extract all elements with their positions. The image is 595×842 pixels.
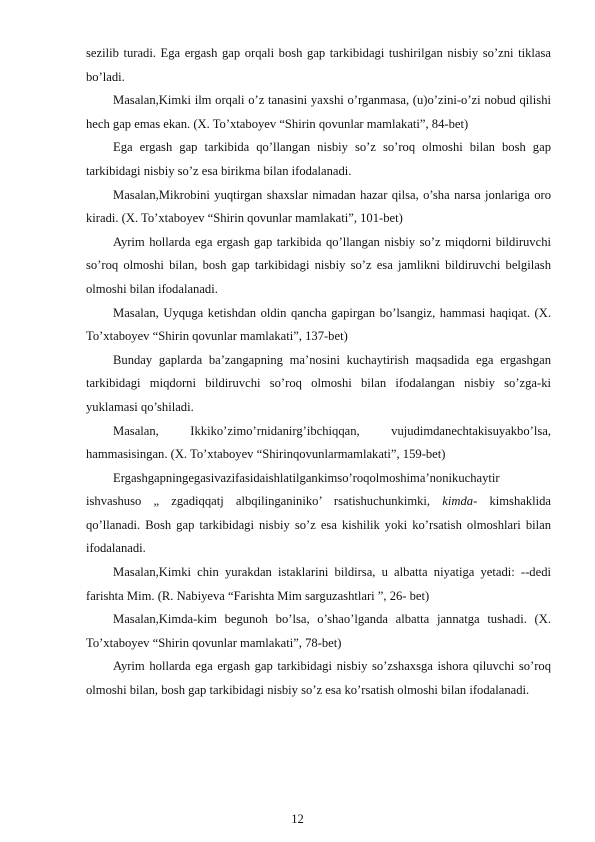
paragraph: Masalan, Ikkiko’zimo’rnidanirg’ibchiqqan, vujudimdanechtakisuyakbo’lsa, hammasisingan. (X. To’xtaboyev “Shirinqovunlarmamlakati”, 159-bet) — [86, 423, 551, 462]
paragraph-text: ishvashuso „ zgadiqqatj albqilinganiniko’ rsatishuchunkimki, — [86, 494, 443, 509]
paragraph: Masalan,Kimda-kim begunoh bo’lsa, o’shao’lganda albatta jannatga tushadi. (X. To’xtaboyev “Shirin qovunlar mamlakati”, 78-bet) — [86, 612, 551, 650]
paragraph: sezilib turadi. Ega ergash gap orqali bosh gap tarkibidagi tushirilgan nisbiy so’zni tiklasa bo’ladi. — [86, 46, 551, 84]
paragraph-with-italic — [86, 490, 551, 561]
paragraph: Ergashgapningegasivazifasidaishlatilgankimso’roqolmoshima’nonikuchaytir — [113, 470, 500, 485]
document-page — [86, 42, 551, 703]
paragraph: Ayrim hollarda ega ergash gap tarkibida qo’llangan nisbiy so’z miqdorni bildiruvchi so’roq olmoshi bilan, bosh gap tarkibidagi nisbiy so’z esa jamlikni bildiruvchi belgilash olmoshi bilan ifodalanadi. — [86, 234, 551, 296]
paragraph: Ayrim hollarda ega ergash gap tarkibidagi nisbiy so’zshaxsga ishora qiluvchi so’roq olmoshi bilan, bosh gap tarkibidagi nisbiy so’z esa ko’rsatish olmoshi bilan ifodalanadi. — [86, 659, 551, 698]
paragraph: Bunday gaplarda ba’zangapning ma’nosini kuchaytirish maqsadida ega ergashgan tarkibidagi miqdorni bildiruvchi so’roq olmoshi bilan ifodalangan nisbiy so’zga-ki yuklamasi qo’shiladi. — [86, 352, 551, 414]
paragraph: Ega ergash gap tarkibida qo’llangan nisbiy so’z so’roq olmoshi bilan bosh gap tarkibidagi nisbiy so’z esa birikma bilan ifodalanadi. — [86, 140, 551, 178]
paragraph: Masalan,Mikrobini yuqtirgan shaxslar nimadan hazar qilsa, o’sha narsa jonlariga oro kiradi. (X. To’xtaboyev “Shirin qovunlar mamlakati”, 101-bet) — [86, 187, 551, 226]
page-number: 12 — [291, 812, 304, 826]
paragraph: Masalan,Kimki ilm orqali o’z tanasini yaxshi o’rganmasa, (u)o’zini-o’zi nobud qilishi hech gap emas ekan. (X. To’xtaboyev “Shirin qovunlar mamlakati”, 84-bet) — [86, 93, 551, 131]
paragraph: Masalan, Uyquga ketishdan oldin qancha gapirgan bo’lsangiz, hammasi haqiqat. (X. To’xtaboyev “Shirin qovunlar mamlakati”, 137-bet) — [86, 305, 551, 344]
paragraph: Masalan,Kimki chin yurakdan istaklarini bildirsa, u albatta niyatiga yetadi: --dedi farishta Mim. (R. Nabiyeva “Farishta Mim sarguzashtlari ”, 26- bet) — [86, 565, 551, 603]
italic-term: kimda — [442, 494, 474, 509]
paragraph-text: - kimshaklida qo’llanadi. Bosh gap tarkibidagi nisbiy so’z esa kishilik yoki ko’rsatish olmoshlari bilan ifodalanadi. — [86, 494, 552, 556]
